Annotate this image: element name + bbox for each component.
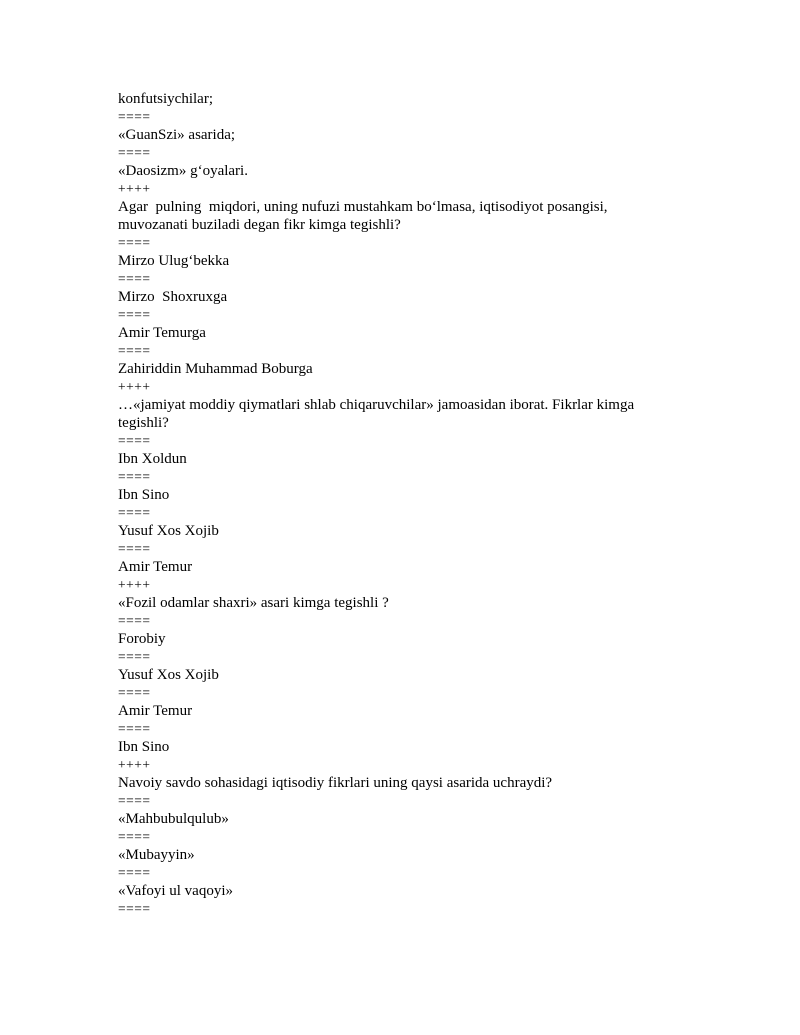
question-text: …«jamiyat moddiy qiymatlari shlab chiqaruvchilar» jamoasidan iborat. Fikrlar kimga tegishli? (118, 397, 638, 431)
question-separator: ++++ (118, 577, 151, 592)
answer-option: «GuanSzi» asarida; (118, 127, 236, 143)
question-text: Agar pulning miqdori, uning nufuzi mustahkam bo‘lmasa, iqtisodiyot posangisi, muvozanati buziladi degan fikr kimga tegishli? (118, 199, 612, 233)
option-separator: ==== (118, 901, 151, 916)
question-separator: ++++ (118, 379, 151, 394)
question-text: Navoiy savdo sohasidagi iqtisodiy fikrlari uning qaysi asarida uchraydi? (118, 775, 553, 791)
option-separator: ==== (118, 541, 151, 556)
answer-option: Amir Temur (118, 703, 193, 719)
option-separator: ==== (118, 307, 151, 322)
option-separator: ==== (118, 685, 151, 700)
answer-option: Ibn Sino (118, 739, 170, 755)
option-separator: ==== (118, 343, 151, 358)
answer-option: Ibn Sino (118, 487, 170, 503)
option-separator: ==== (118, 793, 151, 808)
answer-option: konfutsiychilar; (118, 91, 213, 107)
answer-option: Yusuf Xos Xojib (118, 523, 219, 539)
answer-option: Forobiy (118, 631, 166, 647)
option-separator: ==== (118, 469, 151, 484)
option-separator: ==== (118, 271, 151, 286)
answer-option: Ibn Xoldun (118, 451, 187, 467)
option-separator: ==== (118, 649, 151, 664)
option-separator: ==== (118, 613, 151, 628)
answer-option: Yusuf Xos Xojib (118, 667, 219, 683)
option-separator: ==== (118, 433, 151, 448)
question-text: «Fozil odamlar shaxri» asari kimga tegishli ? (118, 595, 389, 611)
answer-option: «Mahbubulqulub» (118, 811, 229, 827)
option-separator: ==== (118, 829, 151, 844)
option-separator: ==== (118, 145, 151, 160)
answer-option: «Vafoyi ul vaqoyi» (118, 883, 233, 899)
answer-option: Amir Temur (118, 559, 193, 575)
option-separator: ==== (118, 505, 151, 520)
answer-option: Mirzo Shoxruxga (118, 289, 228, 305)
answer-option: Amir Temurga (118, 325, 206, 341)
answer-option: Zahiriddin Muhammad Boburga (118, 361, 313, 377)
question-separator: ++++ (118, 181, 151, 196)
answer-option: Mirzo Ulug‘bekka (118, 253, 230, 269)
option-separator: ==== (118, 235, 151, 250)
option-separator: ==== (118, 865, 151, 880)
option-separator: ==== (118, 721, 151, 736)
question-separator: ++++ (118, 757, 151, 772)
document-page (118, 90, 678, 918)
option-separator: ==== (118, 109, 151, 124)
answer-option: «Daosizm» g‘oyalari. (118, 163, 248, 179)
answer-option: «Mubayyin» (118, 847, 195, 863)
